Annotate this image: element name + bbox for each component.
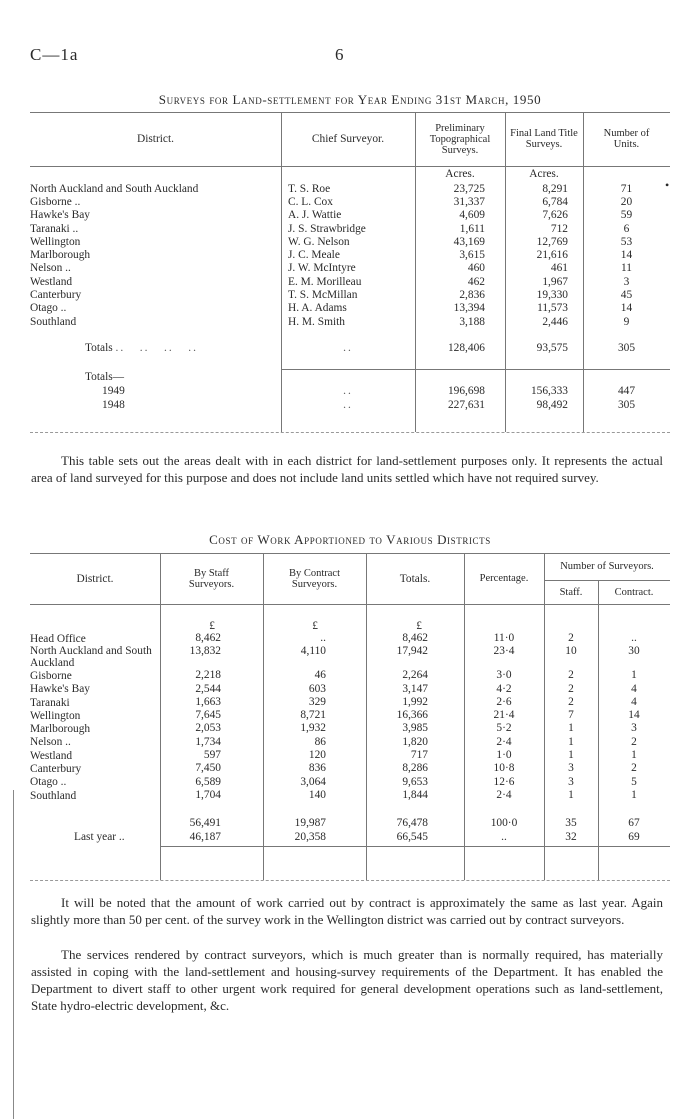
final-acres: 12,769 xyxy=(536,235,568,248)
surveys-totals-row: Totals .. .. .. .. .. 128,406 93,575 305 xyxy=(30,338,670,358)
cost-total: 2,264 xyxy=(402,669,428,682)
chief-surveyor: J. C. Meale xyxy=(288,249,340,262)
margin-rule xyxy=(13,790,14,1119)
chief-surveyor: C. L. Cox xyxy=(288,195,333,208)
cost-n-staff: 2 xyxy=(568,682,574,695)
cost-staff: 7,450 xyxy=(195,762,221,775)
totals-final: 93,575 xyxy=(536,342,568,355)
cost-staff: 1,663 xyxy=(195,695,221,708)
cost-n-staff: 10 xyxy=(565,645,577,658)
cost-contract: 4,110 xyxy=(300,645,326,658)
units-final: Acres. xyxy=(529,168,559,180)
cost-n-contract: 1 xyxy=(631,788,637,801)
cost-col-district: District. xyxy=(76,572,114,585)
cost-n-staff: 3 xyxy=(568,762,574,775)
final-acres: 19,330 xyxy=(536,289,568,302)
cost-header-row xyxy=(30,553,670,580)
cost-district: Southland xyxy=(30,789,77,802)
cost-table xyxy=(30,553,670,844)
final-acres: 21,616 xyxy=(536,249,568,262)
cost-staff: 1,734 xyxy=(195,735,221,748)
units-prelim: Acres. xyxy=(445,168,475,180)
surveys-row xyxy=(30,182,670,195)
cost-n-staff: 7 xyxy=(568,709,574,722)
chief-surveyor: H. A. Adams xyxy=(288,302,347,315)
cost-n-contract: 3 xyxy=(631,722,637,735)
surveys-row xyxy=(30,235,670,248)
district-name: Otago .. xyxy=(30,302,67,315)
past-final: 156,333 xyxy=(530,385,568,398)
cost-district: Nelson .. xyxy=(30,736,71,749)
cost-contract: 8,721 xyxy=(300,709,326,722)
col-district: District. xyxy=(136,133,174,145)
cost-lastyear-row xyxy=(30,830,670,844)
prelim-acres: 462 xyxy=(467,275,485,288)
currency-totals: £ xyxy=(416,620,422,632)
cost-percentage: 5·2 xyxy=(496,722,512,735)
cost-staff: 13,832 xyxy=(189,645,221,658)
cost-percentage: 21·4 xyxy=(493,709,515,722)
cost-n-contract: 1 xyxy=(631,669,637,682)
cost-contract: 120 xyxy=(308,749,326,762)
cost-staff: 6,589 xyxy=(195,775,221,788)
cost-total-n-staff: 35 xyxy=(565,817,577,830)
surveys-row xyxy=(30,248,670,261)
prelim-acres: 3,188 xyxy=(459,315,485,328)
cost-col-number: Number of Surveyors. xyxy=(560,561,654,572)
cost-total-contract: 19,987 xyxy=(294,817,326,830)
cost-n-staff: 2 xyxy=(568,632,574,644)
cost-contract: 3,064 xyxy=(300,775,326,788)
units-count: 71 xyxy=(620,182,633,195)
cost-total: 1,844 xyxy=(402,788,428,801)
surveys-row xyxy=(30,275,670,288)
final-acres: 712 xyxy=(550,222,568,235)
col-chief-surveyor: Chief Surveyor. xyxy=(311,133,385,145)
cost-col-staff: By Staff Surveyors. xyxy=(188,567,235,590)
cost-staff: 2,218 xyxy=(195,669,221,682)
cost-total: 717 xyxy=(410,749,428,762)
prelim-acres: 43,169 xyxy=(453,235,485,248)
chief-surveyor: E. M. Morilleau xyxy=(288,275,362,288)
document-reference: C—1a xyxy=(30,45,79,64)
col-preliminary: Preliminary Topographical Surveys. xyxy=(429,122,491,156)
cost-district: Westland xyxy=(30,749,73,762)
surveys-bottom-rule xyxy=(30,432,670,433)
surveys-table-title: Surveys for Land-settlement for Year Ending 31st March, 1950 xyxy=(158,92,542,107)
cost-total: 17,942 xyxy=(396,645,428,658)
cost-district: Head Office xyxy=(30,632,86,645)
past-year: 1949 xyxy=(102,385,125,398)
district-name: Wellington xyxy=(30,235,81,248)
cost-district: Gisborne xyxy=(30,669,72,682)
chief-surveyor: A. J. Wattie xyxy=(288,209,342,222)
totals-units: 305 xyxy=(617,342,636,355)
final-acres: 11,573 xyxy=(537,302,568,315)
prelim-acres: 460 xyxy=(467,262,485,275)
past-final: 98,492 xyxy=(536,399,568,412)
units-count: 6 xyxy=(623,222,630,235)
cost-contract: 140 xyxy=(308,788,326,801)
totals-label: Totals xyxy=(85,342,113,355)
surveys-header-row xyxy=(30,112,670,166)
cost-col-contract: By Contract Surveyors. xyxy=(288,567,341,590)
cost-n-contract: .. xyxy=(631,632,637,644)
district-name: Gisborne .. xyxy=(30,195,81,208)
prelim-acres: 2,836 xyxy=(459,289,485,302)
lastyear-label: Last year .. xyxy=(74,831,125,844)
units-count: 45 xyxy=(620,289,633,302)
cost-total-staff: 56,491 xyxy=(189,817,221,830)
lastyear-pct: .. xyxy=(501,831,507,844)
cost-staff: 2,053 xyxy=(195,722,221,735)
cost-totals-row xyxy=(30,816,670,830)
cost-total: 3,985 xyxy=(402,722,428,735)
final-acres: 1,967 xyxy=(542,275,568,288)
cost-staff: 1,704 xyxy=(195,788,221,801)
cost-col-num-staff: Staff. xyxy=(559,586,583,598)
currency-contract: £ xyxy=(312,620,318,632)
col-final: Final Land Title Surveys. xyxy=(510,128,578,150)
final-acres: 8,291 xyxy=(542,182,568,195)
units-count: 14 xyxy=(620,249,633,262)
cost-contract: .. xyxy=(320,632,326,644)
prelim-acres: 1,611 xyxy=(459,222,485,235)
lastyear-totals: 66,545 xyxy=(396,831,428,844)
surveys-row xyxy=(30,302,670,315)
past-units: 305 xyxy=(617,399,636,412)
cost-n-contract: 4 xyxy=(631,682,637,695)
cost-n-staff: 2 xyxy=(568,695,574,708)
cost-total: 1,992 xyxy=(402,695,428,708)
units-count: 11 xyxy=(621,262,632,275)
past-year: 1948 xyxy=(102,399,125,412)
prelim-acres: 31,337 xyxy=(453,195,485,208)
cost-n-contract: 2 xyxy=(631,735,637,748)
cost-n-staff: 2 xyxy=(568,669,574,682)
district-name: Westland xyxy=(30,275,73,288)
cost-percentage: 3·0 xyxy=(496,669,512,682)
lastyear-staff: 46,187 xyxy=(189,831,221,844)
cost-percentage: 12·6 xyxy=(493,775,515,788)
stray-mark: • xyxy=(665,178,670,192)
chief-surveyor: W. G. Nelson xyxy=(288,235,350,248)
cost-n-contract: 14 xyxy=(628,709,640,722)
surveys-row xyxy=(30,222,670,235)
cost-district: Taranaki xyxy=(30,696,70,709)
cost-district: Marlborough xyxy=(30,723,91,736)
district-name: North Auckland and South Auckland xyxy=(30,182,199,195)
district-name: Taranaki .. xyxy=(30,222,79,235)
cost-bottom-rule xyxy=(30,880,670,881)
cost-row xyxy=(30,776,670,789)
past-totals-label: Totals— xyxy=(85,371,125,384)
cost-row xyxy=(30,645,670,669)
cost-row xyxy=(30,736,670,749)
final-acres: 461 xyxy=(550,262,568,275)
cost-percentage: 4·2 xyxy=(496,682,512,695)
cost-contract: 836 xyxy=(308,762,326,775)
cost-contract: 1,932 xyxy=(300,722,326,735)
cost-percentage: 2·6 xyxy=(496,695,512,708)
units-count: 20 xyxy=(620,195,633,208)
chief-surveyor: T. S. Roe xyxy=(288,182,331,195)
final-acres: 6,784 xyxy=(542,195,568,208)
cost-n-contract: 5 xyxy=(631,775,637,788)
chief-surveyor: J. W. McIntyre xyxy=(288,262,356,275)
cost-total-pct: 100·0 xyxy=(490,817,518,830)
cost-totals-rule xyxy=(160,846,670,847)
lastyear-contract: 20,358 xyxy=(294,831,326,844)
prelim-acres: 3,615 xyxy=(459,249,485,262)
cost-percentage: 11·0 xyxy=(493,632,515,644)
past-prelim: 196,698 xyxy=(447,385,485,398)
paragraph-1: This table sets out the areas dealt with in each district for land-settlement purposes only. It represents the actual area of land surveyed for this purpose and does not include land units settled which have not required survey. xyxy=(31,453,663,485)
chief-surveyor: T. S. McMillan xyxy=(288,289,358,302)
past-totals-row: 1949 .. 196,698 156,333 447 xyxy=(30,384,670,398)
surveys-row xyxy=(30,288,670,301)
cost-district: Otago .. xyxy=(30,776,67,789)
district-name: Hawke's Bay xyxy=(30,209,90,222)
cost-row xyxy=(30,789,670,802)
col-units: Number of Units. xyxy=(603,128,650,150)
cost-total: 8,286 xyxy=(402,762,428,775)
cost-contract: 329 xyxy=(308,695,326,708)
final-acres: 2,446 xyxy=(542,315,568,328)
cost-district: Canterbury xyxy=(30,763,82,776)
district-name: Southland xyxy=(30,315,77,328)
cost-total: 9,653 xyxy=(402,775,428,788)
cost-n-contract: 4 xyxy=(631,695,637,708)
cost-col-totals: Totals. xyxy=(399,572,431,585)
cost-row xyxy=(30,749,670,762)
cost-row xyxy=(30,632,670,645)
cost-col-percentage: Percentage. xyxy=(479,573,529,584)
units-count: 53 xyxy=(620,235,633,248)
cost-n-staff: 1 xyxy=(568,722,574,735)
cost-row xyxy=(30,722,670,735)
cost-n-staff: 1 xyxy=(568,735,574,748)
cost-row xyxy=(30,669,670,682)
cost-row xyxy=(30,683,670,696)
cost-col-num-contract: Contract. xyxy=(614,586,654,598)
cost-total: 16,366 xyxy=(396,709,428,722)
cost-percentage: 1·0 xyxy=(496,749,512,762)
cost-total-totals: 76,478 xyxy=(396,817,428,830)
surveys-row xyxy=(30,315,670,328)
cost-percentage: 23·4 xyxy=(493,645,515,658)
district-name: Canterbury xyxy=(30,289,82,302)
cost-row xyxy=(30,762,670,775)
cost-contract: 86 xyxy=(314,735,326,748)
cost-contract: 46 xyxy=(314,669,326,682)
past-totals-row: 1948 .. 227,631 98,492 305 xyxy=(30,398,670,412)
cost-district: Wellington xyxy=(30,709,81,722)
units-count: 14 xyxy=(620,302,633,315)
final-acres: 7,626 xyxy=(542,209,568,222)
currency-row xyxy=(30,604,670,632)
district-name: Nelson .. xyxy=(30,262,71,275)
cost-staff: 8,462 xyxy=(195,632,221,644)
cost-n-staff: 3 xyxy=(568,775,574,788)
cost-row xyxy=(30,696,670,709)
chief-surveyor: H. M. Smith xyxy=(288,315,345,328)
chief-surveyor: J. S. Strawbridge xyxy=(288,222,366,235)
cost-total: 1,820 xyxy=(402,735,428,748)
cost-table-title: Cost of Work Apportioned to Various Districts xyxy=(209,532,491,547)
currency-staff: £ xyxy=(209,620,215,632)
cost-percentage: 10·8 xyxy=(493,762,515,775)
cost-n-contract: 2 xyxy=(631,762,637,775)
prelim-acres: 13,394 xyxy=(453,302,485,315)
page-number: 6 xyxy=(335,45,344,64)
cost-n-contract: 1 xyxy=(631,749,637,762)
cost-staff: 2,544 xyxy=(195,682,221,695)
cost-n-contract: 30 xyxy=(628,645,640,658)
surveys-row xyxy=(30,209,670,222)
past-prelim: 227,631 xyxy=(447,399,485,412)
cost-n-staff: 1 xyxy=(568,788,574,801)
paragraph-3: The services rendered by contract surveyors, which is much greater than is normally required, has materially assisted in coping with the land-settlement and housing-survey requirements of the Department. It has enabled the Department to divert staff to other urgent work required for general development operations such as land-settlement, State hydro-electric development, &c. xyxy=(31,947,663,1013)
prelim-acres: 4,609 xyxy=(459,209,485,222)
cost-contract: 603 xyxy=(308,682,326,695)
totals-prelim: 128,406 xyxy=(447,342,485,355)
units-count: 9 xyxy=(623,315,630,328)
units-count: 3 xyxy=(623,275,630,288)
cost-district: Hawke's Bay xyxy=(30,683,90,696)
surveys-row xyxy=(30,262,670,275)
cost-total: 3,147 xyxy=(402,682,428,695)
cost-percentage: 2·4 xyxy=(496,788,512,801)
surveys-row xyxy=(30,195,670,208)
cost-total: 8,462 xyxy=(402,632,428,644)
past-totals-label-row xyxy=(30,370,670,384)
cost-total-n-contract: 67 xyxy=(628,817,640,830)
units-row xyxy=(30,166,670,182)
paragraph-2: It will be noted that the amount of work carried out by contract is approximately the same as last year. Again slightly more than 50 per cent. of the survey work in the Wellington district was carried out by contract surveyors. xyxy=(31,895,663,927)
cost-n-staff: 1 xyxy=(568,749,574,762)
past-units: 447 xyxy=(617,385,636,398)
cost-staff: 597 xyxy=(203,749,221,762)
prelim-acres: 23,725 xyxy=(453,182,485,195)
cost-percentage: 2·4 xyxy=(496,735,512,748)
cost-row xyxy=(30,709,670,722)
cost-district: North Auckland and South Auckland xyxy=(30,645,152,670)
lastyear-n-contract: 69 xyxy=(628,831,640,844)
units-count: 59 xyxy=(620,209,633,222)
district-name: Marlborough xyxy=(30,249,91,262)
cost-staff: 7,645 xyxy=(195,709,221,722)
surveys-table xyxy=(30,112,670,422)
lastyear-n-staff: 32 xyxy=(565,831,577,844)
